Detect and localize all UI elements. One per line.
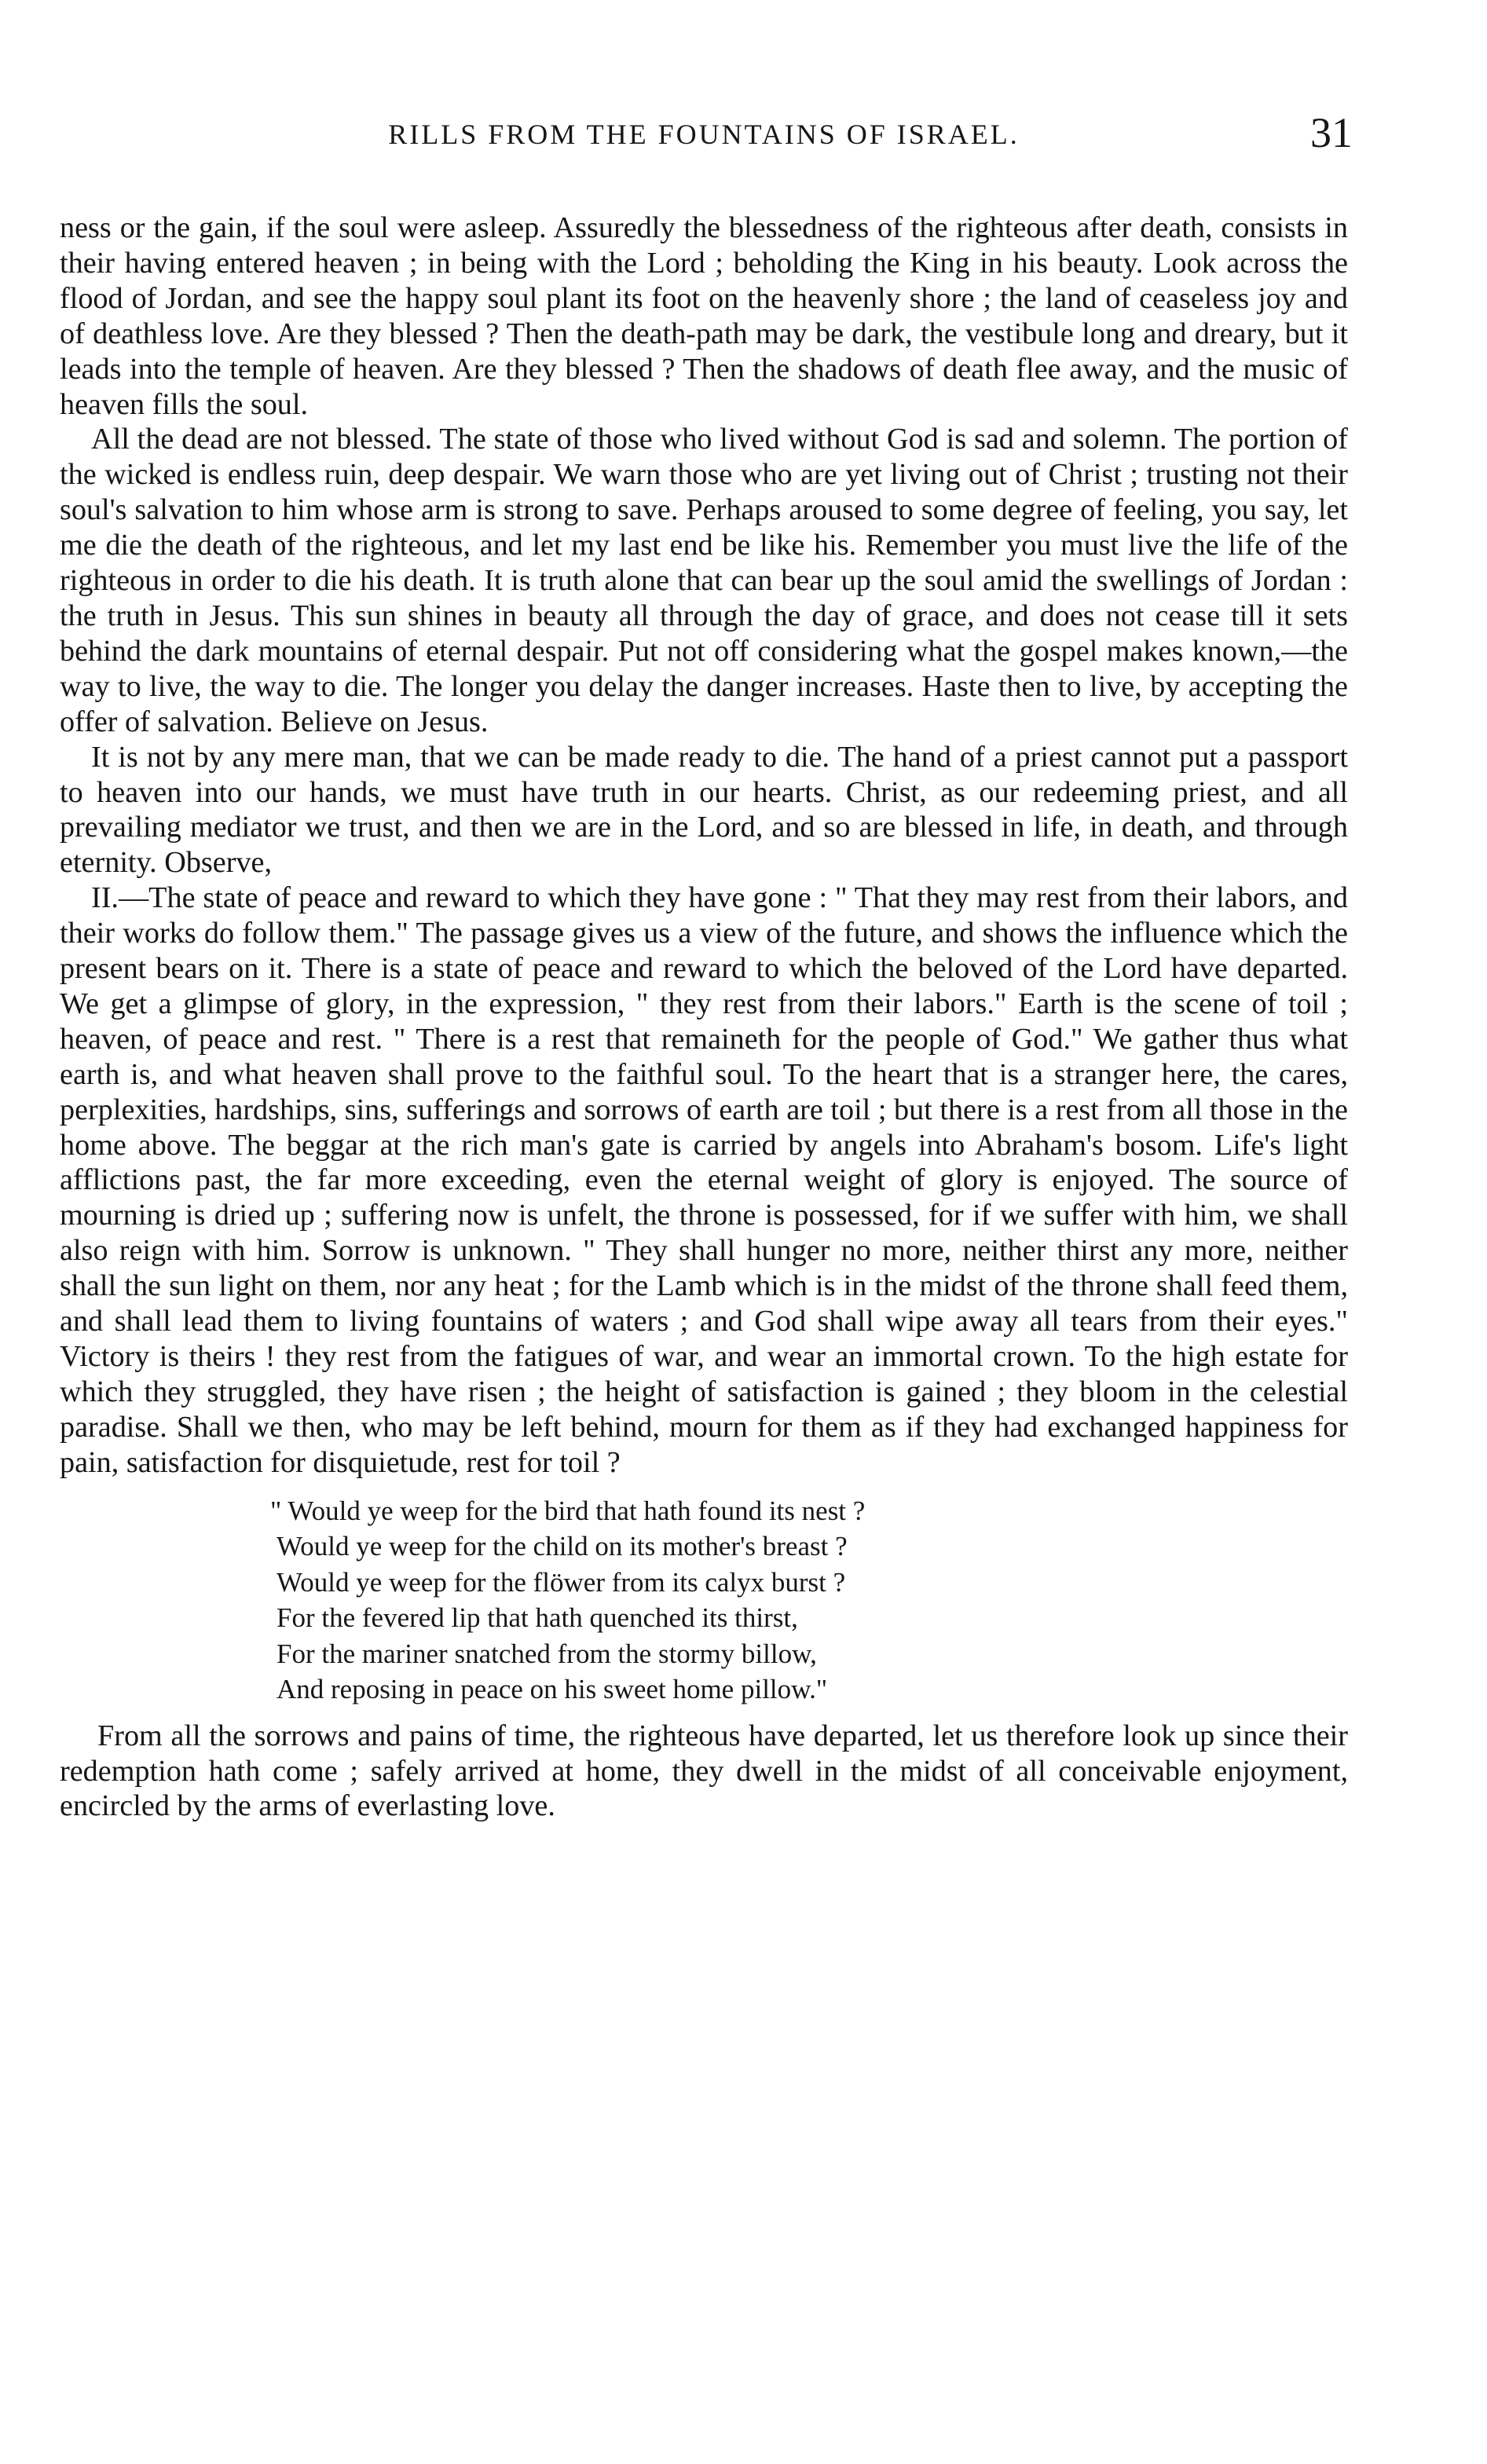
page-header-title: RILLS FROM THE FOUNTAINS OF ISRAEL. [388,119,1020,150]
poem-line: For the fevered lip that hath quenched its thirst, [277,1602,798,1634]
poem-line: Would ye weep for the flöwer from its calyx burst ? [277,1566,846,1598]
body-text [60,211,1348,1824]
paragraph-continuation: ness or the gain, if the soul were asleep. Assuredly the blessedness of the righteous after death, consists in their having entered heaven ; in being with the Lord ; beholding the King in his beauty. Look across the flood of Jordan, and see the happy soul plant its foot on the heavenly shore ; the land of ceaseless joy and of deathless love. Are they blessed ? Then the death-path may be dark, the vestibule long and dreary, but it leads into the temple of heaven. Are they blessed ? Then the shadows of death flee away, and the music of heaven fills the soul. [60,211,1348,421]
running-head [60,109,1353,165]
paragraph-closing: From all the sorrows and pains of time, the righteous have departed, let us therefore look up since their redemption hath come ; safely arrived at home, they dwell in the midst of all conceivable enjoyment, encircled by the arms of everlasting love. [60,1719,1348,1823]
page-number: 31 [1310,109,1353,156]
poem-line: " Would ye weep for the bird that hath found its nest ? [270,1495,866,1526]
poem-line: And reposing in peace on his sweet home pillow." [277,1674,828,1705]
paragraph-mere-man: It is not by any mere man, that we can be made ready to die. The hand of a priest cannot put a passport to heaven into our hands, we must have truth in our hearts. Christ, as our redeeming priest, and all prevailing mediator we trust, and then we are in the Lord, and so are blessed in life, in death, and through eternity. Observe, [60,740,1348,880]
poem-line: Would ye weep for the child on its mother's breast ? [277,1531,848,1562]
paragraph-dead-not-blessed: All the dead are not blessed. The state of those who lived without God is sad and solemn. The portion of the wicked is endless ruin, deep despair. We warn those who are yet living out of Christ ; trusting not their soul's salvation to him whose arm is strong to save. Perhaps aroused to some degree of feeling, you say, let me die the death of the righteous, and let my last end be like his. Remember you must live the life of the righteous in order to die his death. It is truth alone that can bear up the soul amid the swellings of Jordan : the truth in Jesus. This sun shines in beauty all through the day of grace, and does not cease till it sets behind the dark mountains of eternal despair. Put not off considering what the gospel makes known,—the way to live, the way to die. The longer you delay the danger increases. Haste then to live, by accepting the offer of salvation. Believe on Jesus. [60,423,1348,738]
poem-quotation [270,1493,1348,1708]
poem-line: For the mariner snatched from the stormy billow, [277,1638,817,1669]
paragraph-section-two: II.—The state of peace and reward to which they have gone : " That they may rest from their labors, and their works do follow them." The passage gives us a view of the future, and shows the influence which the present bears on it. There is a state of peace and reward to which the beloved of the Lord have departed. We get a glimpse of glory, in the expression, " they rest from their labors." Earth is the scene of toil ; heaven, of peace and rest. " There is a rest that remaineth for the people of God." We gather thus what earth is, and what heaven shall prove to the faithful soul. To the heart that is a stranger here, the cares, perplexities, hardships, sins, sufferings and sorrows of earth are toil ; but there is a rest from all those in the home above. The beggar at the rich man's gate is carried by angels into Abraham's bosom. Life's light afflictions past, the far more exceeding, even the eternal weight of glory is enjoyed. The source of mourning is dried up ; suffering now is unfelt, the throne is possessed, for if we suffer with him, we shall also reign with him. Sorrow is unknown. " They shall hunger no more, neither thirst any more, neither shall the sun light on them, nor any heat ; for the Lamb which is in the midst of the throne shall feed them, and shall lead them to living fountains of waters ; and God shall wipe away all tears from their eyes." Victory is theirs ! they rest from the fatigues of war, and wear an immortal crown. To the high estate for which they struggled, they have risen ; the height of satisfaction is gained ; they bloom in the celestial paradise. Shall we then, who may be left behind, mourn for them as if they had exchanged happiness for pain, satisfaction for disquietude, rest for toil ? [60,881,1348,1479]
